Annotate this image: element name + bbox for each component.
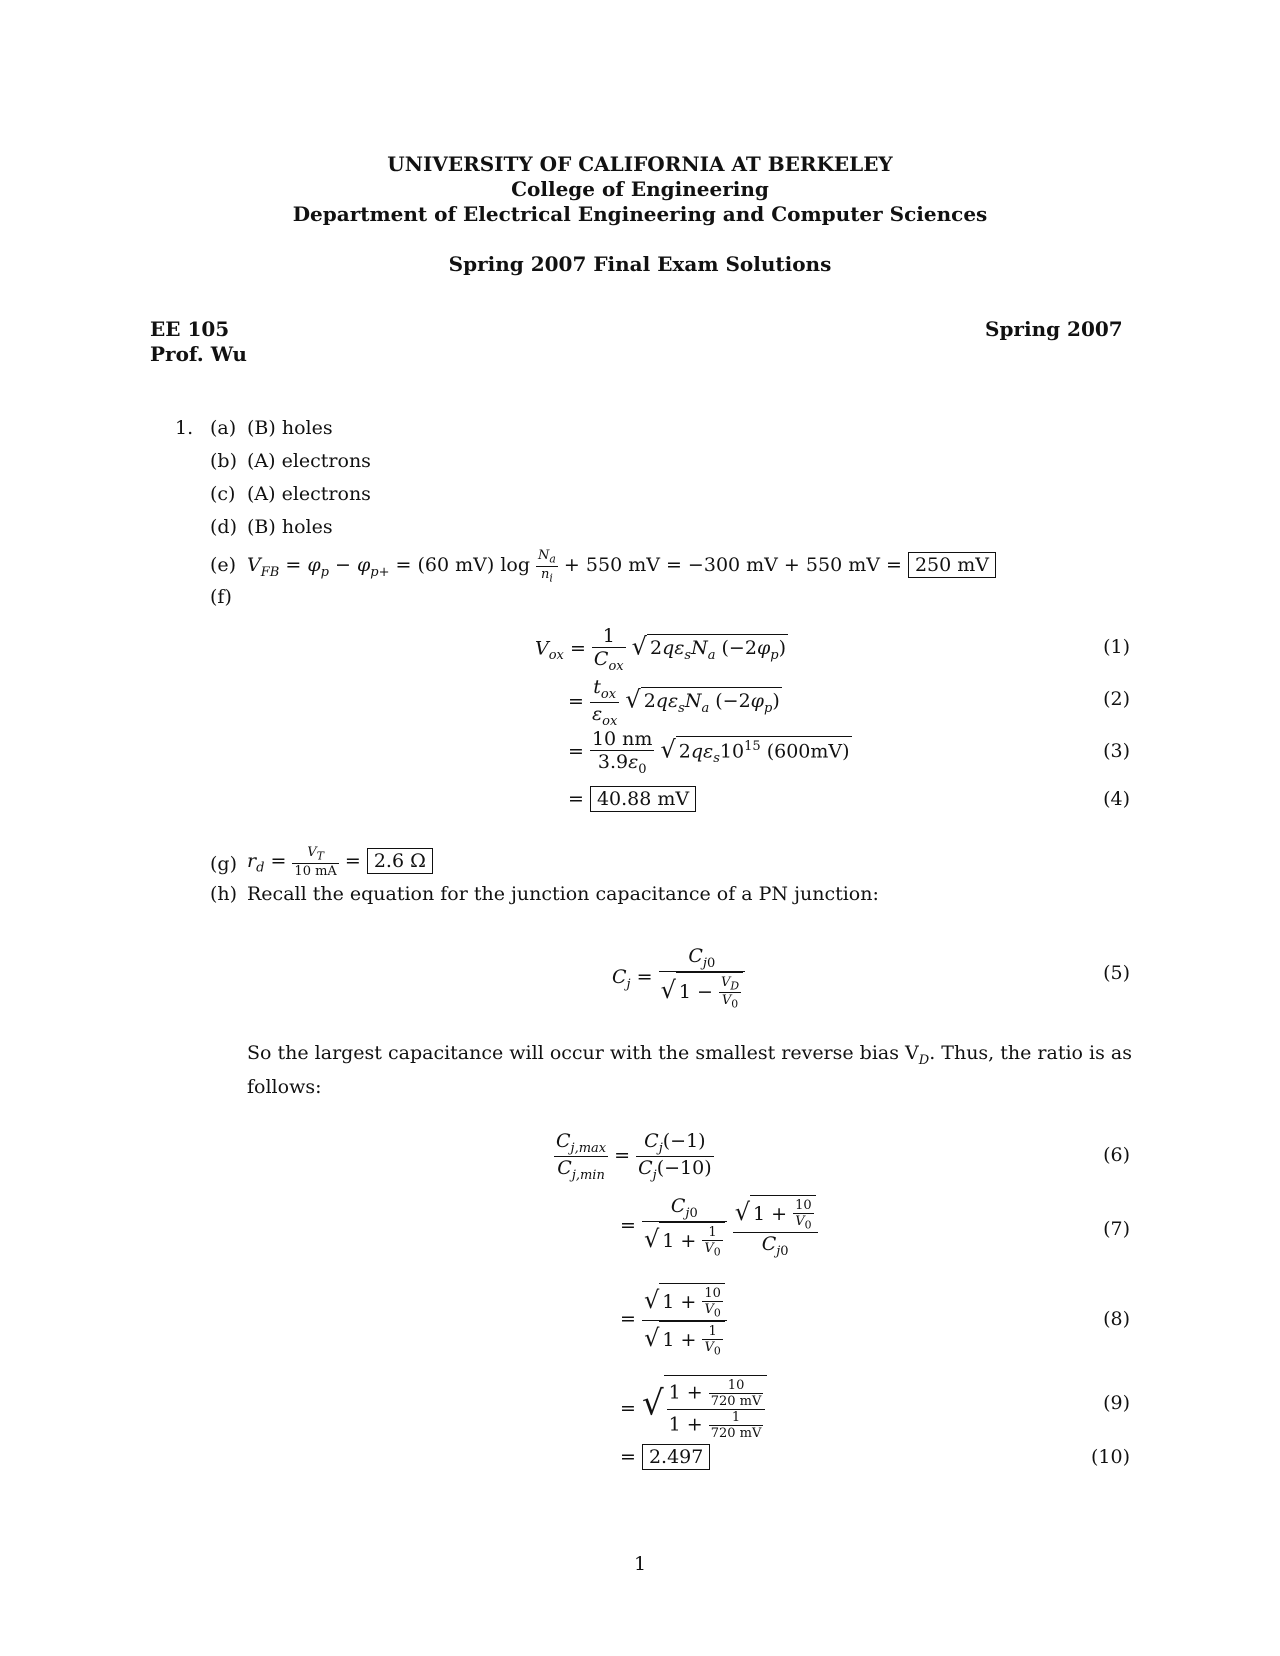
part-f-label: (f) [210,586,232,608]
part-d-answer: (B) holes [247,516,333,538]
part-c-label: (c) [210,483,236,505]
part-e-answer-box: 250 mV [908,552,996,578]
part-h-answer-box: 2.497 [642,1444,710,1470]
part-b-label: (b) [210,450,237,472]
part-g-label: (g) [210,853,237,875]
department-name: Department of Electrical Engineering and Computer Sciences [292,202,988,226]
professor-name: Prof. Wu [150,342,247,366]
page-number: 1 [633,1553,647,1575]
eq-number-8: (8) [1103,1308,1130,1330]
course-code: EE 105 [150,317,230,341]
question-number: 1. [175,417,194,439]
part-h-label: (h) [210,883,238,905]
eq-number-10: (10) [1090,1446,1130,1468]
eq-number-3: (3) [1103,740,1130,762]
exam-title: Spring 2007 Final Exam Solutions [448,252,832,276]
eq-number-2: (2) [1103,688,1130,710]
part-h-paragraph: So the largest capacitance will occur with the smallest reverse bias $V_D$. Thus, the ratio is as follows: [247,1042,1132,1098]
part-a-answer: (B) holes [247,417,333,439]
ratio-eq-10: = 2.497 [620,1444,710,1470]
part-g-equation: $r_d$ = $\frac{V_T}{10 mA}$ = 2.6 Ω [247,845,433,879]
eq-number-1: (1) [1103,636,1130,658]
part-e-equation: $V_{FB} = \varphi_p - \varphi_{p+} = (60$ mV) log $\frac{N_a}{n_i}$ + 550 mV = −300 mV + 550 mV = 250 mV [247,548,996,584]
term-label: Spring 2007 [985,317,1123,341]
part-b-answer: (A) electrons [247,450,371,472]
part-a-label: (a) [210,417,237,439]
vox-eq-4: = 40.88 mV [568,786,696,812]
college-name: College of Engineering [511,177,769,201]
ratio-eq-9: = √ 1 + $\frac{10}{720 mV}$ 1 + $\frac{1}{720 mV}$ [620,1375,767,1441]
part-f-answer-box: 40.88 mV [590,786,696,812]
ratio-eq-8: = √ 1 + $\frac{10}{V_0}$ √ 1 + $\frac{1}{V_0}$ [620,1283,727,1357]
part-e-label: (e) [210,554,237,576]
ratio-eq-7: = $C_{j0}$ √ 1 + $\frac{1}{V_0}$ √ 1 + $\frac{10}{V_0}$ $C_{j0}$ [620,1195,818,1258]
vox-eq-1: $V_{ox}$ = $\frac{1}{C_{ox}}$ √ $2q\varepsilon_sN_a$ $(-2\varphi_p)$ [535,625,787,674]
ratio-eq-6: $\frac{C_{j,max}}{C_{j,min}}$ = $\frac{C_j(-1)}{C_j(-10)}$ [556,1130,712,1183]
part-g-answer-box: 2.6 Ω [367,848,433,874]
part-c-answer: (A) electrons [247,483,371,505]
cj-equation: $C_j$ = $C_{j0}$ √ 1 − $\frac{V_D}{V_0}$ [612,945,745,1011]
eq-number-4: (4) [1103,788,1130,810]
eq-number-6: (6) [1103,1144,1130,1166]
university-name: UNIVERSITY OF CALIFORNIA AT BERKELEY [387,152,893,176]
eq-number-9: (9) [1103,1392,1130,1414]
eq-number-5: (5) [1103,962,1130,984]
part-d-label: (d) [210,516,237,538]
part-h-text: Recall the equation for the junction capacitance of a PN junction: [247,883,879,905]
vox-eq-3: = $\frac{10 nm}{3.9\varepsilon_0}$ √ $2q\varepsilon_s10^{15}$ (600mV) [568,728,850,777]
eq-number-7: (7) [1103,1218,1130,1240]
vox-eq-2: = $\frac{t_{ox}}{\varepsilon_{ox}}$ √ $2q\varepsilon_sN_a$ $(-2\varphi_p)$ [568,676,780,729]
